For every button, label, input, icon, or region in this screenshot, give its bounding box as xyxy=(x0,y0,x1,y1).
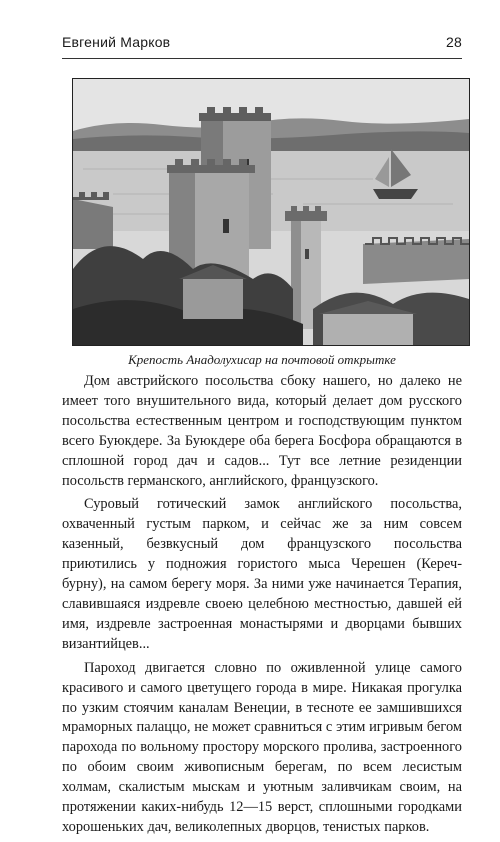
paragraph: Дом австрийского посольства сбоку нашего, но далеко не имеет того внушительного вида, который делает дом русского посольства естественным центром и господствующим пунктом всего Буюкдере. За Буюкдере оба берега Босфора обращаются в сплошной город дач и садов... Тут все летние резиденции посольств германского, английского, французского. xyxy=(62,373,462,489)
fortress-engraving xyxy=(73,79,469,345)
page-number: 28 xyxy=(446,34,462,50)
running-header xyxy=(62,34,462,50)
author-name: Евгений Марков xyxy=(62,34,171,50)
figure-caption: Крепость Анадолухисар на почтовой открытке xyxy=(128,352,396,367)
body-text xyxy=(62,372,462,842)
header-rule xyxy=(62,58,462,59)
paragraph: Суровый готический замок английского посольства, охваченный густым парком, и сейчас же за ним совсем казенный, безвкусный дом французского посольства приютились у подножия гористого мыса Черешен (Кереч-бурну), на самом берегу моря. За ними уже начинается Терапия, славившаяся издревле своею целебною местностью, давшей ей имя, издревле застроенная монастырями и дворцами бывших византийцев... xyxy=(62,496,462,652)
postcard-illustration xyxy=(72,78,470,346)
paragraph: Пароход двигается словно по оживленной улице самого красивого и самого цветущего города в мире. Никакая прогулка по узким стоячим каналам Венеции, в тесноте ее замшившихся мраморных палаццо, не может сравниться с этим игривым бегом парохода по вольному простору морского пролива, застроенного по обоим своим живописным берегам, по всем лесистым холмам, скалистым мыскам и уютным заливчикам своим, на протяжении каких-нибудь 12—15 верст, сплошными городками хорошеньких дач, великолепных дворцов, тенистых парков. xyxy=(62,659,462,835)
